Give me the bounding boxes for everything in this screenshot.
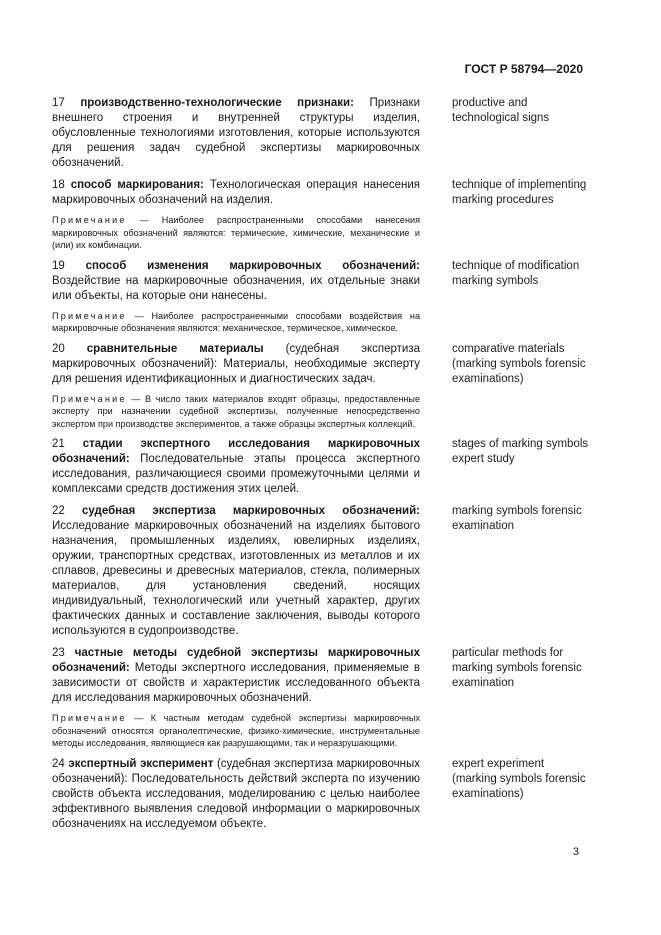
term-number: 18: [52, 179, 65, 191]
term-russian-column: [52, 757, 420, 832]
note-label: Примечание: [52, 310, 127, 321]
term-russian-column: [52, 342, 420, 431]
term-note: [52, 393, 420, 431]
english-term-line: expert experiment: [452, 757, 545, 770]
note-text: — Наиболее распространенными способами нанесения маркировочных обозначений являются: термические, химические, механические и (или) их комбинации.: [52, 215, 420, 250]
term-note: [52, 214, 420, 252]
english-term-line: productive and: [452, 97, 528, 109]
english-term-line: expert study: [452, 453, 515, 465]
term-entry: [52, 437, 592, 497]
term-russian-column: [52, 646, 420, 750]
english-term-line: comparative materials: [452, 342, 565, 355]
term-english-equivalent: [452, 504, 592, 639]
term-definition: Воздействие на маркировочные обозначения, их отдельные знаки или объекты, на которые они нанесены.: [52, 274, 420, 302]
term-number: 22: [52, 505, 65, 517]
term-english-equivalent: [452, 646, 592, 750]
standard-code: ГОСТ Р 58794—2020: [464, 62, 583, 76]
term-definition-paragraph: [52, 757, 420, 832]
term-definition: Признаки внешнего строения и внутренней структуры изделия, обусловленные технологиями изготовления, которые используются для решения задач судебной экспертизы маркировочных обозначений.: [52, 97, 420, 169]
note-label: Примечание: [52, 393, 127, 404]
term-name: производственно-технологические признаки:: [80, 97, 354, 109]
term-definition-paragraph: [52, 342, 420, 387]
english-term-line: marking symbols forensic: [452, 662, 582, 674]
term-entry: [52, 96, 592, 171]
term-russian-column: [52, 437, 420, 497]
term-russian-column: [52, 96, 420, 171]
term-number: 21: [52, 438, 65, 450]
note-text: — Наиболее распространенными способами воздействия на маркировочные обозначения являются: механическое, термическое, химическое.: [52, 310, 420, 333]
term-definition: Методы экспертного исследования, применяемые в зависимости от свойств и характеристик исследованного объекта для исследования маркировочных обозначений.: [52, 662, 420, 704]
term-definition-paragraph: [52, 259, 420, 304]
term-number: 17: [52, 97, 65, 109]
term-definition-paragraph: [52, 437, 420, 497]
term-name: стадии экспертного исследования маркировочных обозначений:: [52, 438, 421, 465]
page-number: 3: [572, 846, 579, 858]
term-number: 20: [52, 342, 65, 355]
term-russian-column: [52, 178, 420, 252]
english-term-line: examinations): [452, 787, 524, 800]
term-entry: [52, 178, 592, 252]
term-name: экспертный эксперимент: [68, 757, 214, 770]
term-definition: Исследование маркировочных обозначений на изделиях бытового назначения, промышленных изделиях, ювелирных изделиях, оружии, транспортных средствах, изготовленных из металлов и их сплавов, древесины и древесных материалов, стекла, полимерных материалов, для установления сведений, носящих индивидуальный, технологический или учетный характер, других фактических данных и составление заключения, выводы которого используются в судопроизводстве.: [52, 520, 420, 637]
term-name: способ маркирования:: [70, 179, 204, 191]
term-entry: [52, 259, 592, 335]
term-english-equivalent: [452, 342, 592, 431]
english-term-line: technological signs: [452, 112, 550, 124]
note-text: — В число таких материалов входят образцы, предоставленные эксперту при назначении судебной экспертизы, полученные непосредственно экспертом при производстве экспериментов, а также образцы экспертных коллекций.: [52, 393, 420, 429]
terms-list: [52, 96, 592, 839]
term-name: сравнительные материалы: [86, 342, 264, 355]
term-definition: Материалы, необходимые эксперту для решения идентификационных и диагностических задач.: [52, 357, 420, 385]
term-note: [52, 310, 420, 335]
term-definition: Последовательность действий эксперта по изучению свойств объекта исследования, моделированию с целью наиболее эффективного выявления следовой информации о маркировочных обозначениях на исследуемом объекте.: [52, 772, 420, 830]
note-text: — К частным методам судебной экспертизы маркировочных обозначений относятся органолептические, физико-химические, инструментальные методы исследования, являющиеся как разрушающими, так и неразрушающими.: [52, 713, 420, 748]
term-russian-column: [52, 504, 420, 639]
term-number: 19: [52, 259, 65, 272]
term-entry: [52, 342, 592, 431]
english-term-line: particular methods for: [452, 647, 564, 659]
english-term-line: stages of marking symbols: [452, 438, 589, 450]
term-russian-column: [52, 259, 420, 335]
term-name: судебная экспертиза маркировочных обозначений:: [82, 505, 420, 517]
term-qualifier: (судебная экспертиза маркировочных обозначений):: [52, 342, 420, 370]
term-number: 24: [52, 757, 65, 770]
term-number: 23: [52, 647, 65, 659]
english-term-line: marking procedures: [452, 194, 554, 206]
term-definition: Последовательные этапы процесса экспертного исследования, различающиеся своими промежуточными целями и комплексами средств достижения этих целей.: [52, 453, 420, 495]
english-term-line: marking symbols forensic: [452, 505, 582, 517]
english-term-line: technique of implementing: [452, 179, 587, 191]
term-entry: [52, 646, 592, 750]
english-term-line: examination: [452, 520, 515, 532]
term-definition: Технологическая операция нанесения маркировочных обозначений на изделия.: [52, 179, 420, 206]
term-entry: [52, 757, 592, 832]
english-term-line: technique of modification: [452, 259, 580, 272]
term-english-equivalent: [452, 757, 592, 832]
term-name: способ изменения маркировочных обозначений:: [85, 259, 421, 272]
english-term-line: examinations): [452, 372, 524, 385]
english-term-line: (marking symbols forensic: [452, 357, 586, 370]
term-english-equivalent: [452, 437, 592, 497]
english-term-line: examination: [452, 677, 515, 689]
term-definition-paragraph: [52, 96, 420, 171]
term-entry: [52, 504, 592, 639]
term-english-equivalent: [452, 178, 592, 252]
term-qualifier: (судебная экспертиза маркировочных обозначений):: [52, 757, 420, 785]
term-definition-paragraph: [52, 646, 420, 706]
term-english-equivalent: [452, 259, 592, 335]
english-term-line: (marking symbols forensic: [452, 772, 586, 785]
term-definition-paragraph: [52, 504, 420, 639]
term-english-equivalent: [452, 96, 592, 171]
term-name: частные методы судебной экспертизы маркировочных обозначений:: [52, 647, 420, 674]
note-label: Примечание: [52, 215, 127, 225]
term-note: [52, 712, 420, 750]
note-label: Примечание: [52, 713, 127, 723]
english-term-line: marking symbols: [452, 274, 539, 287]
term-definition-paragraph: [52, 178, 420, 208]
